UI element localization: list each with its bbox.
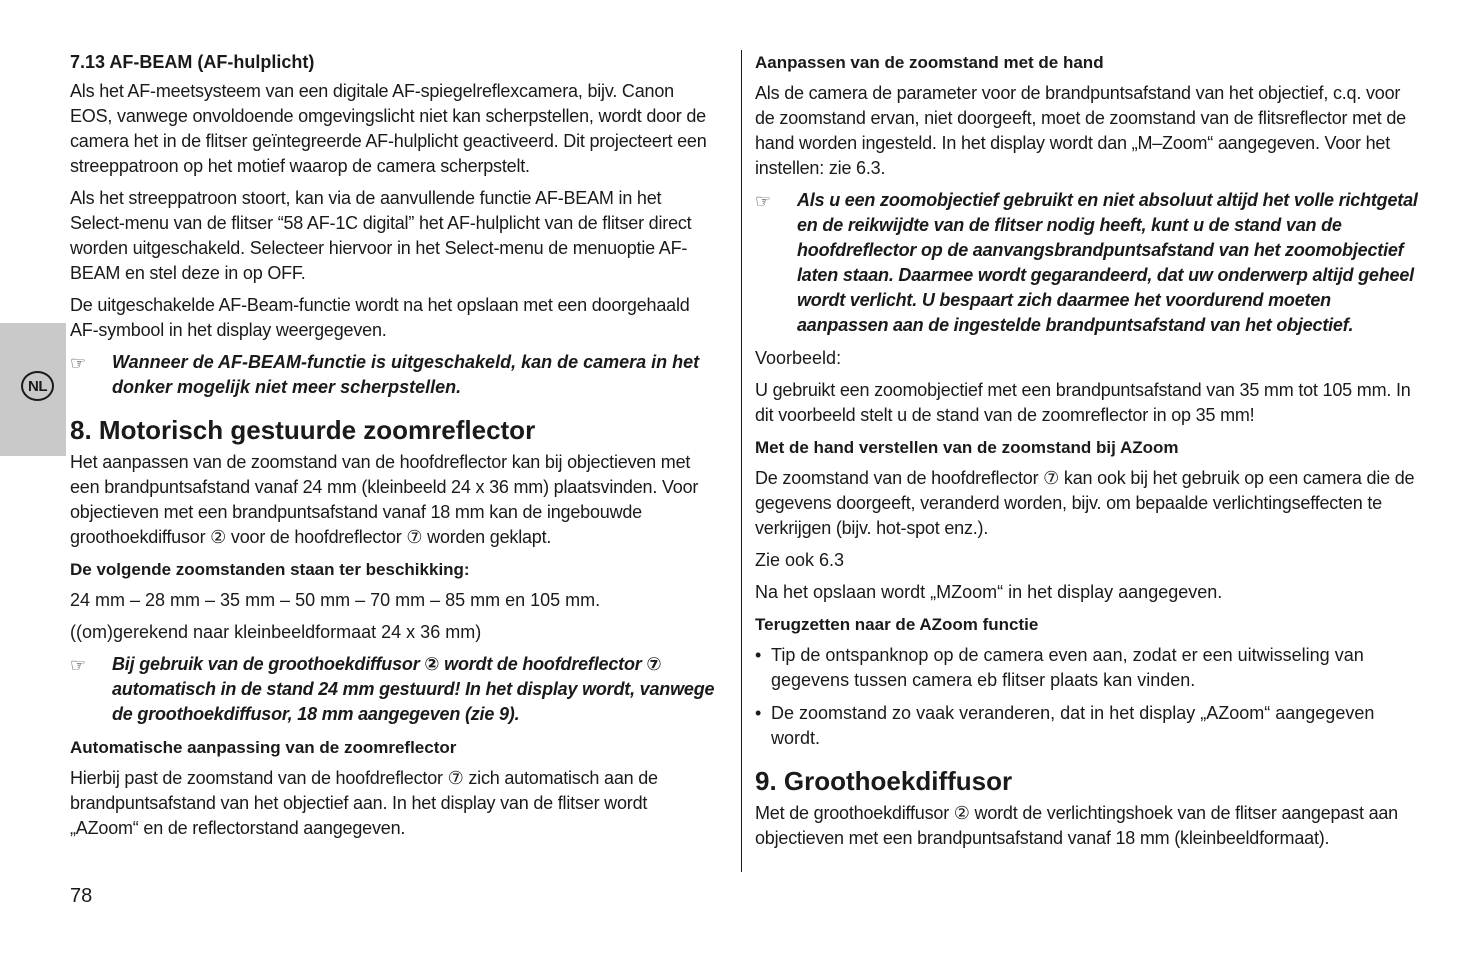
bullet-dot: • [755, 645, 762, 665]
list-item-text: Tip de ontspanknop op de camera even aan, zodat er een uitwisseling van gegevens tussen camera eb flitser plaats kan vinden. [771, 645, 1364, 690]
section-7-13-heading: 7.13 AF-BEAM (AF-hulplicht) [70, 52, 315, 72]
paragraph: De zoomstand van de hoofdreflector ⑦ kan ook bij het gebruik op een camera die de gegevens doorgeeft, veranderd worden, bijv. om bepaalde verlichtingseffecten te verkrijgen (bijv. hot-spot enz.). [755, 468, 1415, 538]
note-text: Als u een zoomobjectief gebruikt en niet absoluut altijd het volle richtgetal en de reikwijdte van de flitser nodig heeft, kunt u de stand van de hoofdreflector op de aanvangsbrandpuntsafstand van het zoomobjectief laten staan. Daarmee wordt gegarandeerd, dat uw onderwerp altijd geheel wordt verlicht. U bespaart zich daarmee het voordurend moeten aanpassen aan de ingestelde brandpuntsafstand van het objectief. [797, 190, 1418, 335]
right-column [755, 50, 1423, 858]
list-item [755, 643, 1423, 693]
zoom-values: 24 mm – 28 mm – 35 mm – 50 mm – 70 mm – 85 mm en 105 mm. [70, 590, 601, 610]
note [70, 350, 720, 400]
subheading: Aanpassen van de zoomstand met de hand [755, 53, 1104, 72]
paragraph: Het aanpassen van de zoomstand van de hoofdreflector kan bij objectieven met een brandpuntsafstand vanaf 24 mm (kleinbeeld 24 x 36 mm) plaatsvinden. Voor objectieven met een brandpuntsafstand vanaf 18 mm kan de ingebouwde groothoekdiffusor ② voor de hoofdreflector ⑦ worden geklapt. [70, 452, 699, 547]
paragraph: Na het opslaan wordt „MZoom“ in het display aangegeven. [755, 582, 1223, 602]
paragraph: ((om)gerekend naar kleinbeeldformaat 24 x 36 mm) [70, 622, 482, 642]
paragraph: Met de groothoekdiffusor ② wordt de verlichtingshoek van de flitser aangepast aan objectieven met een brandpuntsafstand vanaf 18 mm (kleinbeeldformaat). [755, 803, 1398, 848]
language-badge: NL [21, 371, 54, 401]
section-8-heading: 8. Motorisch gestuurde zoomreflector [70, 415, 536, 445]
page-number: 78 [70, 885, 93, 907]
pointing-hand-icon: ☞ [755, 191, 772, 211]
paragraph: Als de camera de parameter voor de brandpuntsafstand van het objectief, c.q. voor de zoomstand ervan, niet doorgeeft, moet de zoomstand van de flitsreflector met de hand worden ingesteld. In het display wordt dan „M–Zoom“ aangegeven. Voor het instellen: zie 6.3. [755, 83, 1406, 178]
subheading: Terugzetten naar de AZoom functie [755, 615, 1039, 634]
list-item-text: De zoomstand zo vaak veranderen, dat in het display „AZoom“ aangegeven wordt. [771, 703, 1375, 748]
paragraph: Zie ook 6.3 [755, 550, 845, 570]
note-text: Wanneer de AF-BEAM-functie is uitgeschakeld, kan de camera in het donker mogelijk niet meer scherpstellen. [112, 352, 700, 397]
subheading: Automatische aanpassing van de zoomreflector [70, 738, 457, 757]
paragraph: Als het streeppatroon stoort, kan via de aanvullende functie AF-BEAM in het Select-menu van de flitser “58 AF-1C digital” het AF-hulplicht van de flitser direct worden uitgeschakeld. Selecteer hiervoor in het Select-menu de menuoptie AF-BEAM en stel deze in op OFF. [70, 188, 692, 283]
pointing-hand-icon: ☞ [70, 353, 87, 373]
paragraph: U gebruikt een zoomobjectief met een brandpuntsafstand van 35 mm tot 105 mm. In dit voorbeeld stelt u de stand van de zoomreflector in op 35 mm! [755, 380, 1411, 425]
subheading: Met de hand verstellen van de zoomstand bij AZoom [755, 438, 1179, 457]
list-item [755, 701, 1423, 751]
pointing-hand-icon: ☞ [70, 655, 87, 675]
note [755, 188, 1423, 338]
column-divider [741, 50, 742, 872]
paragraph: De uitgeschakelde AF-Beam-functie wordt na het opslaan met een doorgehaald AF-symbool in het display weergegeven. [70, 295, 690, 340]
paragraph: Als het AF-meetsysteem van een digitale AF-spiegelreflexcamera, bijv. Canon EOS, vanwege onvoldoende omgevingslicht niet kan scherpstellen, wordt door de camera het in de flitser geïntegreerde AF-hulplicht geactiveerd. Dit projecteert een streeppatroon op het motief waarop de camera scherpstelt. [70, 81, 707, 176]
section-9-heading: 9. Groothoekdiffusor [755, 766, 1013, 796]
bullet-dot: • [755, 703, 762, 723]
note [70, 652, 720, 727]
subheading: De volgende zoomstanden staan ter beschikking: [70, 560, 470, 579]
left-column [70, 50, 720, 848]
paragraph: Hierbij past de zoomstand van de hoofdreflector ⑦ zich automatisch aan de brandpuntsafstand van het objectief aan. In het display van de flitser wordt „AZoom“ en de reflectorstand aangegeven. [70, 768, 658, 838]
note-text: Bij gebruik van de groothoekdiffusor ② wordt de hoofdreflector ⑦ automatisch in de stand 24 mm gestuurd! In het display wordt, vanwege de groothoekdiffusor, 18 mm aangegeven (zie 9). [112, 654, 715, 724]
paragraph: Voorbeeld: [755, 348, 842, 368]
